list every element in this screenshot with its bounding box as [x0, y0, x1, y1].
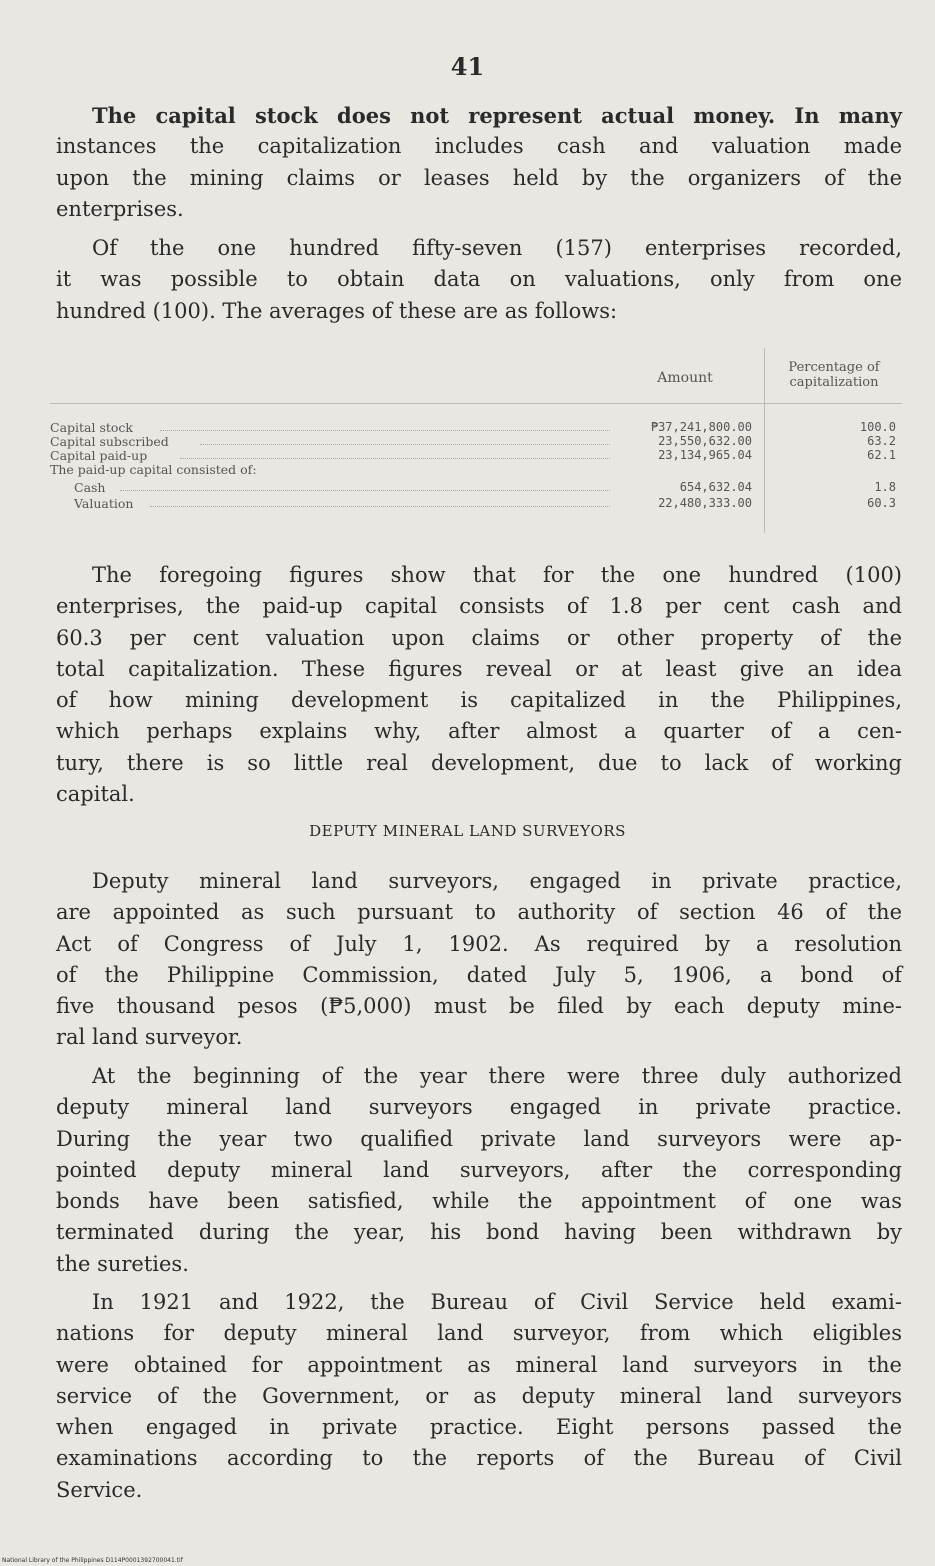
text-line: bonds have been satisfied, while the appointment of one was: [56, 1189, 902, 1214]
page-number: 41: [450, 52, 485, 81]
scan-footer: National Library of the Philippines D114P0001392700041.tif: [2, 1557, 183, 1564]
text-line: enterprises, the paid-up capital consists of 1.8 per cent cash and: [56, 594, 902, 619]
text-line: the sureties.: [56, 1251, 189, 1276]
text-line: Deputy mineral land surveyors, engaged in private practice,: [92, 869, 902, 893]
row-label: Valuation: [74, 496, 134, 511]
leader-dots: [180, 458, 610, 459]
text-line: it was possible to obtain data on valuations, only from one: [56, 267, 902, 292]
row-amount: 654,632.04: [679, 480, 752, 494]
text-line: were obtained for appointment as mineral land surveyors in the: [56, 1352, 902, 1377]
row-amount: 22,480,333.00: [658, 496, 752, 510]
text-line: tury, there is so little real development, due to lack of working: [56, 750, 902, 775]
row-amount: 23,550,632.00: [658, 434, 752, 448]
row-label: Cash: [74, 480, 106, 495]
leader-dots: [160, 430, 610, 431]
text-line: During the year two qualified private land surveyors were ap-: [56, 1126, 902, 1151]
table-row: [50, 462, 902, 476]
text-line: total capitalization. These figures reveal or at least give an idea: [56, 656, 902, 681]
text-line: Act of Congress of July 1, 1902. As required by a resolution: [56, 931, 902, 956]
text-line: Service.: [56, 1477, 143, 1502]
column-header-percentage: [766, 360, 902, 390]
leader-dots: [150, 506, 610, 507]
text-line: of how mining development is capitalized in the Philippines,: [56, 688, 902, 713]
row-percentage: 1.8: [874, 480, 896, 494]
paragraph-enterprises: [56, 233, 902, 327]
column-header-percentage-line2: capitalization: [789, 375, 879, 390]
text-line: ral land surveyor.: [56, 1025, 243, 1050]
text-line: deputy mineral land surveyors engaged in private practice.: [56, 1095, 902, 1120]
text-line: five thousand pesos (₱5,000) must be filed by each deputy mine-: [56, 994, 902, 1019]
text-line: when engaged in private practice. Eight persons passed the: [56, 1415, 902, 1440]
text-line: upon the mining claims or leases held by the organizers of the: [56, 165, 902, 190]
column-header-amount: Amount: [657, 370, 713, 386]
text-line: capital.: [56, 782, 135, 807]
paragraph-beginning-of-year: [56, 1061, 902, 1280]
leader-dots: [200, 444, 610, 445]
row-label: The paid-up capital consisted of:: [50, 462, 257, 477]
row-percentage: 63.2: [867, 434, 896, 448]
text-line: terminated during the year, his bond having been withdrawn by: [56, 1220, 902, 1245]
row-amount: ₱37,241,800.00: [650, 420, 752, 434]
table-row: [50, 480, 902, 494]
table-row: [50, 420, 902, 434]
text-line: 60.3 per cent valuation upon claims or other property of the: [56, 625, 902, 650]
paragraph-civil-service: [56, 1287, 902, 1506]
text-line: examinations according to the reports of the Bureau of Civil: [56, 1446, 902, 1471]
capitalization-table: [50, 348, 902, 533]
text-line: The foregoing figures show that for the one hundred (100): [92, 563, 902, 587]
text-line: In 1921 and 1922, the Bureau of Civil Service held exami-: [92, 1290, 902, 1314]
row-percentage: 62.1: [867, 448, 896, 462]
column-header-percentage-line1: Percentage of: [788, 360, 880, 375]
paragraph-capital-stock: [56, 100, 902, 225]
table-header-rule: [50, 403, 902, 404]
table-row: [50, 496, 902, 510]
text-line: nations for deputy mineral land surveyor, from which eligibles: [56, 1321, 902, 1346]
text-line: Of the one hundred fifty-seven (157) enterprises recorded,: [92, 236, 902, 260]
row-label: Capital paid-up: [50, 448, 148, 463]
text-line: hundred (100). The averages of these are as follows:: [56, 298, 618, 323]
row-amount: 23,134,965.04: [658, 448, 752, 462]
row-percentage: 100.0: [859, 420, 896, 434]
row-label: Capital stock: [50, 420, 134, 435]
text-line: instances the capitalization includes cash and valuation made: [56, 134, 902, 159]
table-row: [50, 448, 902, 462]
leader-dots: [120, 490, 610, 491]
paragraph-deputy-surveyors: [56, 866, 902, 1054]
text-line: pointed deputy mineral land surveyors, after the corresponding: [56, 1157, 902, 1182]
text-line: are appointed as such pursuant to authority of section 46 of the: [56, 900, 902, 925]
text-line: The capital stock does not represent actual money. In many: [92, 103, 902, 128]
section-heading: DEPUTY MINERAL LAND SURVEYORS: [309, 822, 626, 840]
text-line: of the Philippine Commission, dated July 5, 1906, a bond of: [56, 962, 902, 987]
text-line: which perhaps explains why, after almost a quarter of a cen-: [56, 719, 902, 744]
row-percentage: 60.3: [867, 496, 896, 510]
table-row: [50, 434, 902, 448]
paragraph-foregoing-figures: [56, 560, 902, 810]
text-line: At the beginning of the year there were three duly authorized: [92, 1064, 902, 1088]
text-line: enterprises.: [56, 196, 184, 221]
row-label: Capital subscribed: [50, 434, 169, 449]
text-line: service of the Government, or as deputy mineral land surveyors: [56, 1383, 902, 1408]
